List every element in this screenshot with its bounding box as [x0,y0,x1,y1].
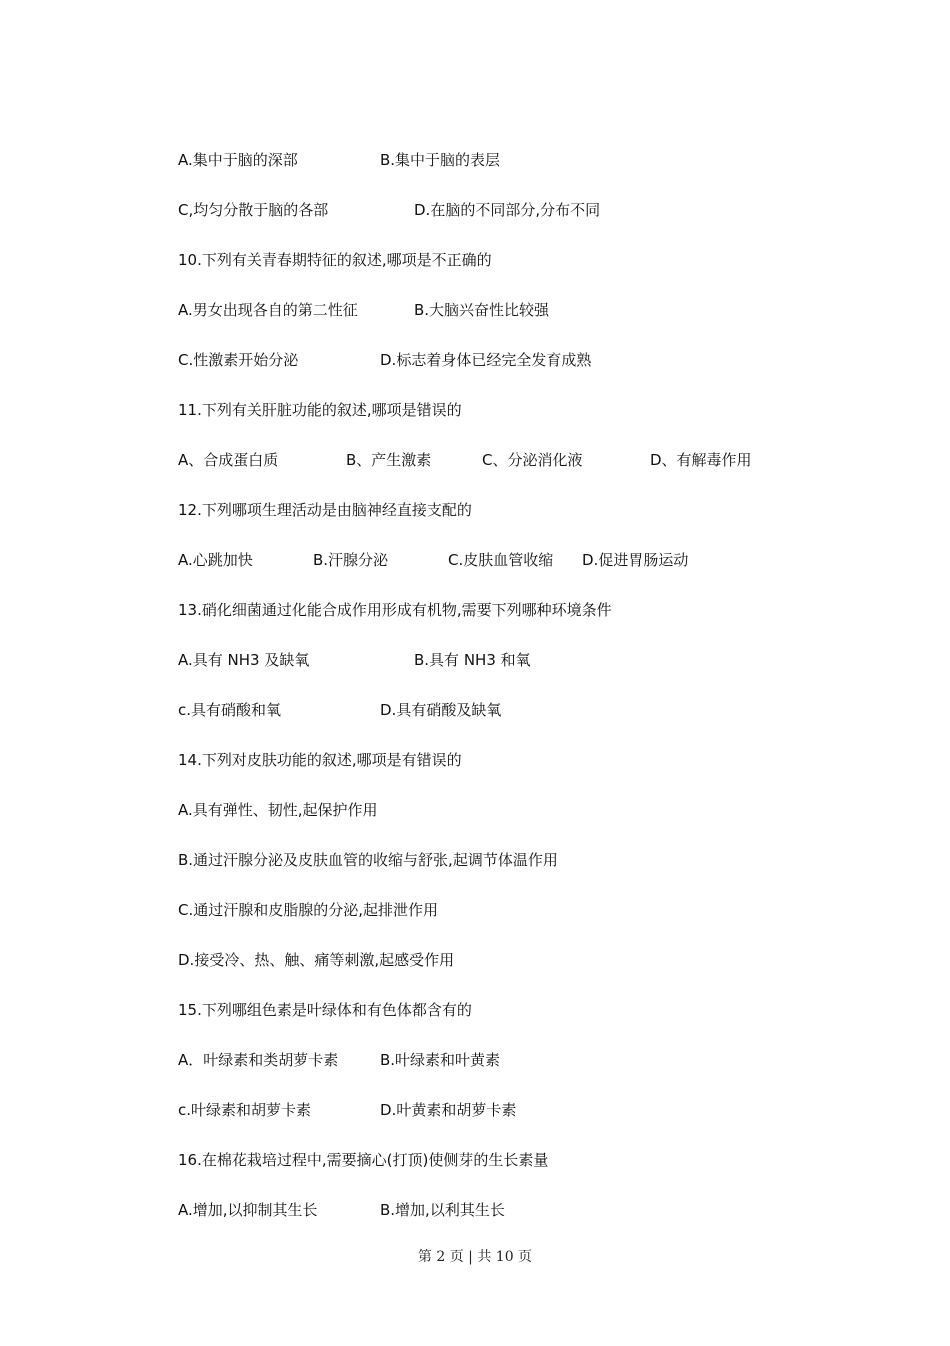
option-c: c.叶绿素和胡萝卡素 [178,1101,312,1119]
option-d: D、有解毒作用 [650,451,752,469]
option-d: D.具有硝酸及缺氧 [380,701,502,719]
option-b: B.具有 NH3 和氧 [414,651,531,669]
option-d: D.叶黄素和胡萝卡素 [380,1101,517,1119]
page-footer: 第 2 页 | 共 10 页 [417,1249,533,1265]
option-a: A.具有弹性、韧性,起保护作用 [178,801,378,819]
option-a: A.集中于脑的深部 [178,151,298,169]
option-c: C.通过汗腺和皮脂腺的分泌,起排泄作用 [178,901,439,919]
option-a: A．叶绿素和类胡萝卡素 [178,1051,339,1069]
option-d: D.促进胃肠运动 [582,551,689,569]
option-b: B.叶绿素和叶黄素 [380,1051,501,1069]
option-c: C、分泌消化液 [482,451,583,469]
question-13: 13.硝化细菌通过化能合成作用形成有机物,需要下列哪种环境条件 [178,601,612,619]
option-c: c.具有硝酸和氧 [178,701,282,719]
option-b: B.增加,以利其生长 [380,1201,505,1219]
option-c: C,均匀分散于脑的各部 [178,201,329,219]
option-b: B.集中于脑的表层 [380,151,501,169]
question-16: 16.在棉花栽培过程中,需要摘心(打顶)使侧芽的生长素量 [178,1151,549,1169]
option-a: A.具有 NH3 及缺氧 [178,651,310,669]
question-12: 12.下列哪项生理活动是由脑神经直接支配的 [178,501,472,519]
question-15: 15.下列哪组色素是叶绿体和有色体都含有的 [178,1001,472,1019]
option-a: A.增加,以抑制其生长 [178,1201,318,1219]
option-c: C.皮肤血管收缩 [448,551,554,569]
option-a: A、合成蛋白质 [178,451,279,469]
question-14: 14.下列对皮肤功能的叙述,哪项是有错误的 [178,751,462,769]
option-a: A.心跳加快 [178,551,253,569]
option-d: D.标志着身体已经完全发育成熟 [380,351,592,369]
option-d: D.在脑的不同部分,分布不同 [414,201,601,219]
option-b: B.大脑兴奋性比较强 [414,301,550,319]
question-10: 10.下列有关青春期特征的叙述,哪项是不正确的 [178,251,492,269]
question-11: 11.下列有关肝脏功能的叙述,哪项是错误的 [178,401,462,419]
option-b: B.通过汗腺分泌及皮肤血管的收缩与舒张,起调节体温作用 [178,851,558,869]
option-a: A.男女出现各自的第二性征 [178,301,358,319]
option-c: C.性激素开始分泌 [178,351,299,369]
option-b: B.汗腺分泌 [313,551,389,569]
option-b: B、产生激素 [346,451,432,469]
option-d: D.接受冷、热、触、痛等刺激,起感受作用 [178,951,455,969]
